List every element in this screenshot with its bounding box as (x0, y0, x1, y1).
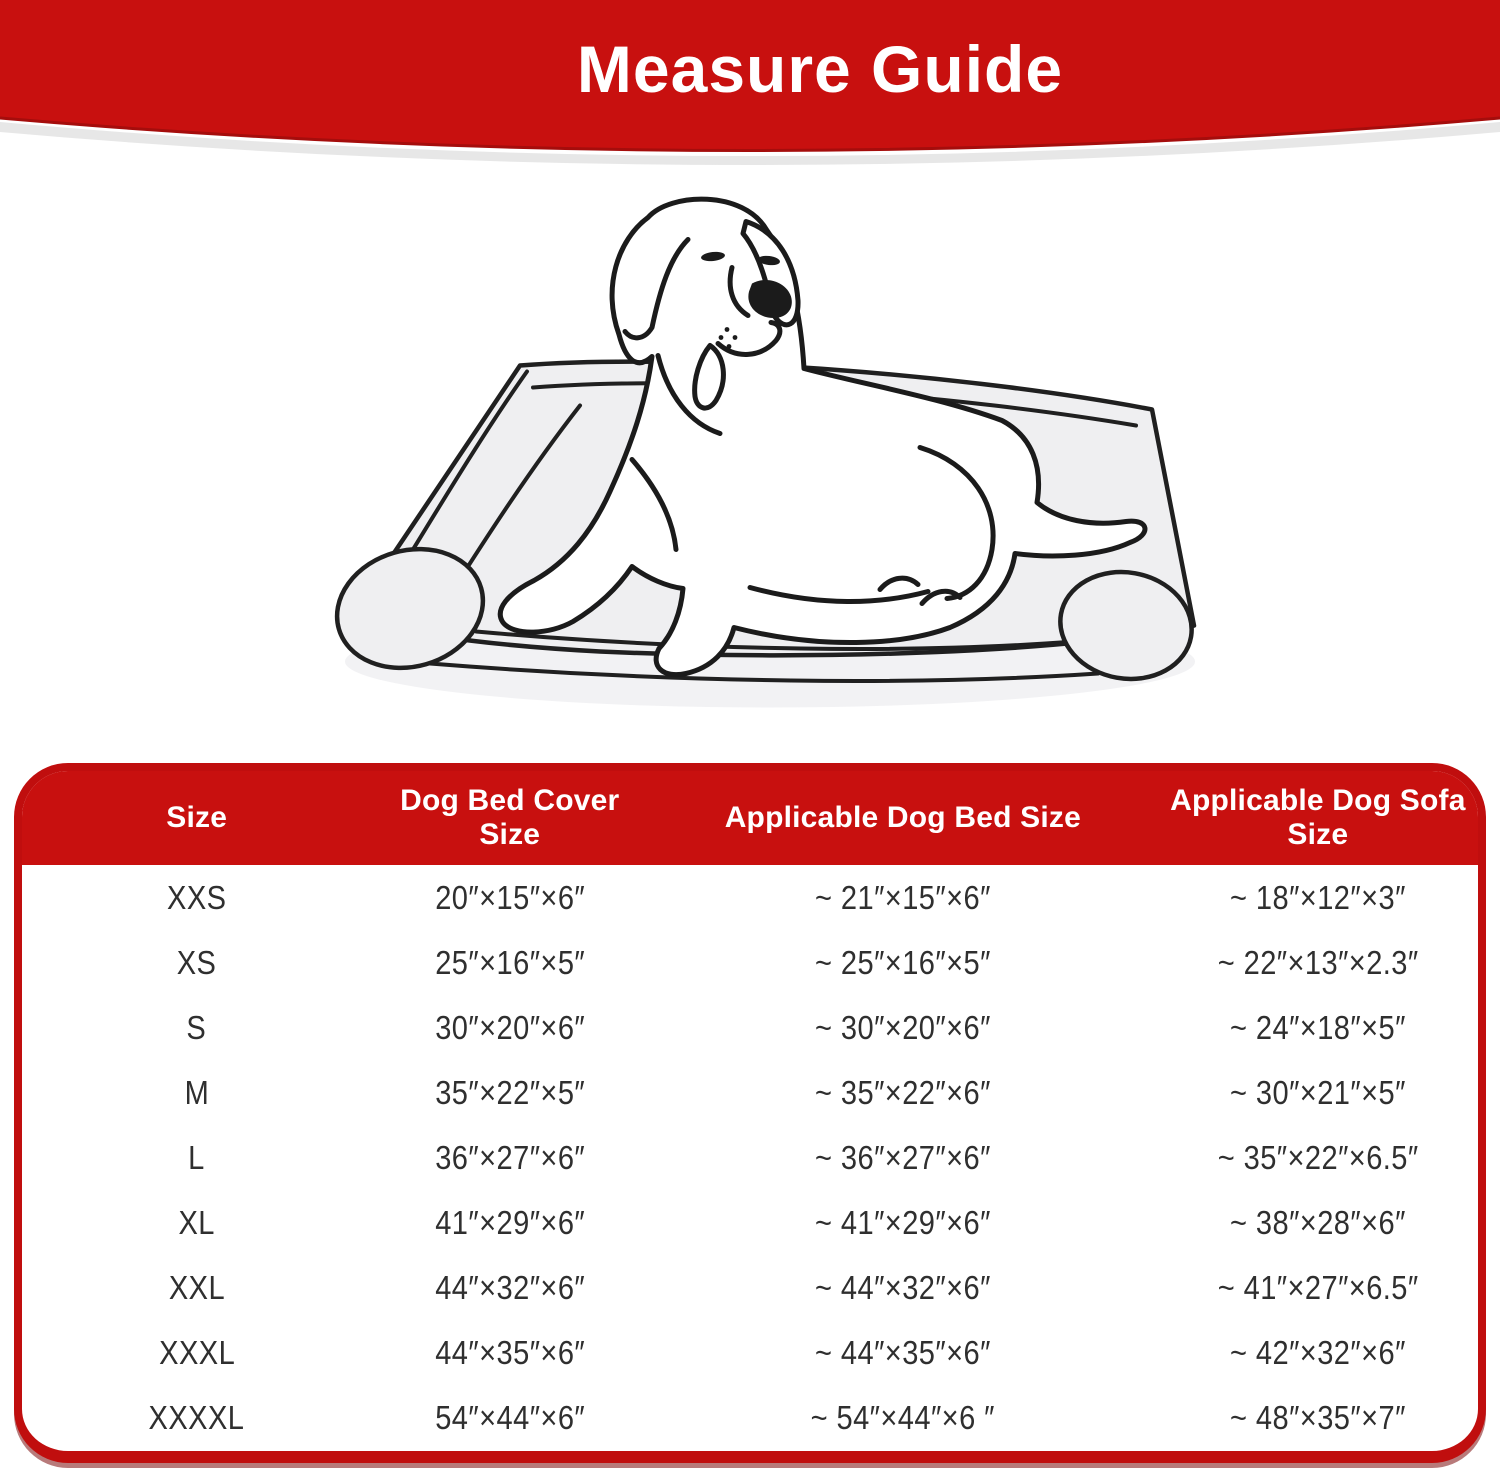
cell-sofa-size: ~ 24″×18″×5″ (1229, 1008, 1406, 1046)
cell-bed-size: ~ 44″×35″×6″ (814, 1334, 991, 1372)
cell-sofa-size: ~ 22″×13″×2.3″ (1217, 943, 1419, 981)
size-chart-panel (14, 763, 1486, 1463)
cell-bed-size: ~ 35″×22″×6″ (814, 1073, 991, 1111)
cell-cover-size: 44″×35″×6″ (434, 1334, 585, 1372)
cell-bed-size: ~ 30″×20″×6″ (814, 1008, 991, 1046)
table-row (22, 1191, 1478, 1256)
cell-cover-size: 25″×16″×5″ (434, 943, 585, 981)
cell-bed-size: ~ 41″×29″×6″ (814, 1204, 991, 1242)
cell-cover-size: 35″×22″×5″ (434, 1073, 585, 1111)
cell-size: XXS (166, 878, 227, 916)
cell-size: XXXL (158, 1334, 235, 1372)
table-row (22, 1125, 1478, 1190)
table-row (22, 1386, 1478, 1451)
cell-sofa-size: ~ 30″×21″×5″ (1229, 1073, 1406, 1111)
table-row (22, 995, 1478, 1060)
column-header-cover-size: Dog Bed Cover Size (371, 771, 648, 865)
table-row (22, 1321, 1478, 1386)
cell-cover-size: 54″×44″×6″ (434, 1399, 585, 1437)
cell-bed-size: ~ 54″×44″×6 ″ (810, 1399, 996, 1437)
size-chart-header (22, 771, 1478, 865)
cell-size: XL (178, 1204, 215, 1242)
column-header-bed-size: Applicable Dog Bed Size (648, 771, 1158, 865)
cell-bed-size: ~ 21″×15″×6″ (814, 878, 991, 916)
cell-size: XXXXL (148, 1399, 245, 1437)
cell-cover-size: 41″×29″×6″ (434, 1204, 585, 1242)
cell-cover-size: 30″×20″×6″ (434, 1008, 585, 1046)
table-row (22, 865, 1478, 930)
cell-cover-size: 44″×32″×6″ (434, 1269, 585, 1307)
column-header-size: Size (22, 771, 371, 865)
cell-size: S (186, 1008, 207, 1046)
cell-bed-size: ~ 44″×32″×6″ (814, 1269, 991, 1307)
table-row (22, 930, 1478, 995)
cell-cover-size: 36″×27″×6″ (434, 1138, 585, 1176)
page-title: Measure Guide (576, 32, 1064, 106)
table-row (22, 1060, 1478, 1125)
dog-on-bed-illustration (280, 158, 1230, 726)
cell-size: XXL (168, 1269, 225, 1307)
table-row (22, 1256, 1478, 1321)
size-chart-table (22, 771, 1478, 1451)
cell-cover-size: 20″×15″×6″ (434, 878, 585, 916)
cell-sofa-size: ~ 18″×12″×3″ (1229, 878, 1406, 916)
cell-bed-size: ~ 36″×27″×6″ (814, 1138, 991, 1176)
column-header-sofa-size: Applicable Dog Sofa Size (1158, 771, 1478, 865)
cell-sofa-size: ~ 41″×27″×6.5″ (1217, 1269, 1419, 1307)
cell-size: M (184, 1073, 210, 1111)
cell-bed-size: ~ 25″×16″×5″ (814, 943, 991, 981)
cell-sofa-size: ~ 48″×35″×7″ (1229, 1399, 1406, 1437)
cell-sofa-size: ~ 42″×32″×6″ (1229, 1334, 1406, 1372)
cell-sofa-size: ~ 35″×22″×6.5″ (1217, 1138, 1419, 1176)
cell-size: L (188, 1138, 206, 1176)
cell-sofa-size: ~ 38″×28″×6″ (1229, 1204, 1406, 1242)
cell-size: XS (176, 943, 217, 981)
